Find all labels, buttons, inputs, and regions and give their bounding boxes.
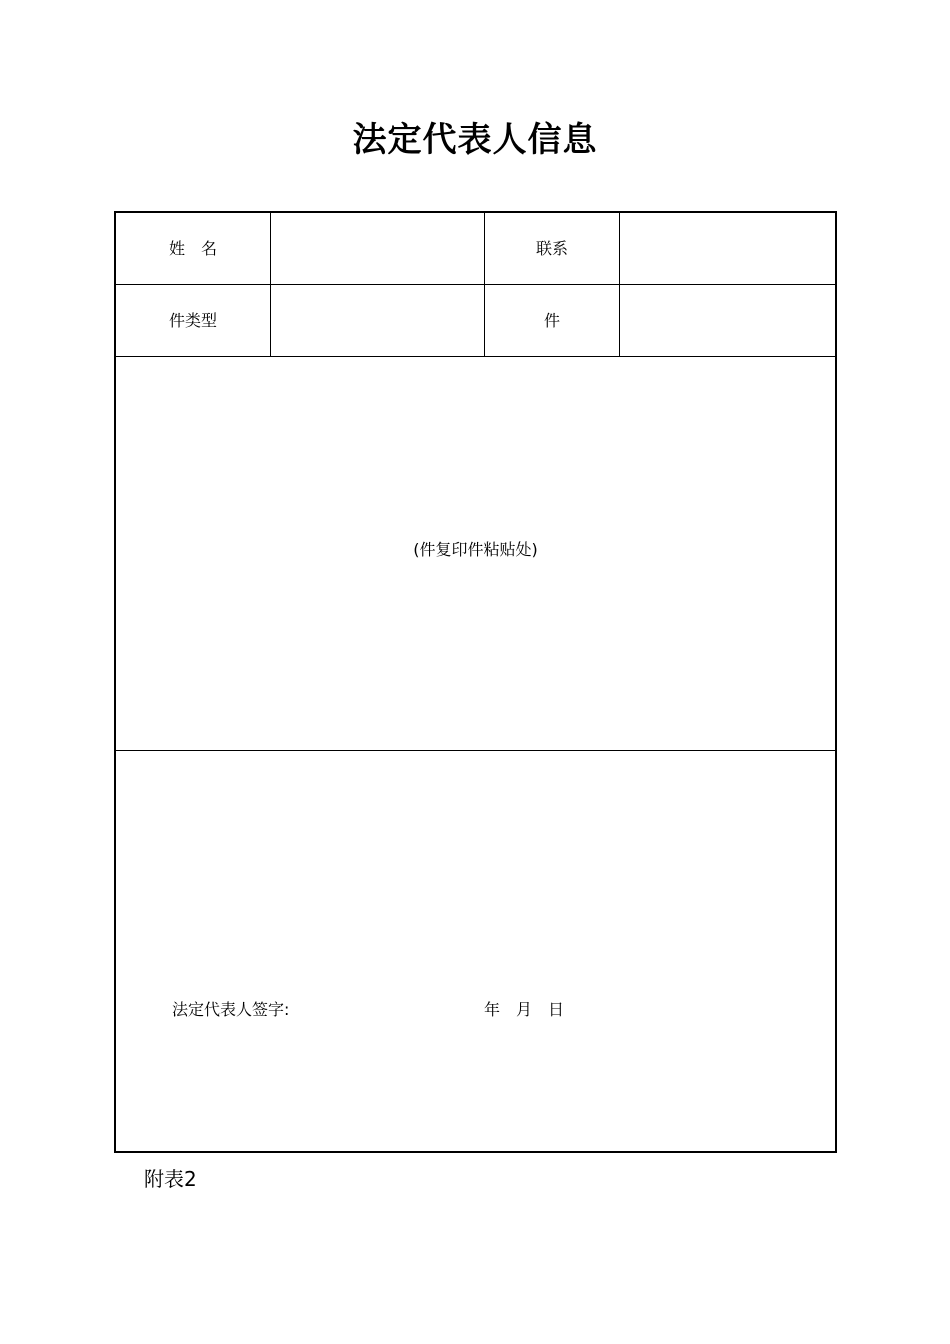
row-divider	[116, 356, 835, 357]
contact-label: 联系	[535, 239, 568, 258]
column-divider	[619, 213, 620, 356]
signature-label: 法定代表人签字:	[172, 1000, 290, 1019]
id-label: 件	[543, 311, 560, 330]
page-title: 法定代表人信息	[352, 120, 598, 160]
id-copy-paste-hint: (件复印件粘贴处)	[413, 540, 538, 559]
column-divider	[270, 213, 271, 356]
name-label: 姓 名	[168, 239, 217, 258]
appendix-label: 附表2	[144, 1167, 197, 1191]
row-divider	[116, 284, 835, 285]
signature-date: 年 月 日	[484, 1000, 565, 1019]
column-divider	[484, 213, 485, 356]
id-type-label: 件类型	[168, 311, 217, 330]
row-divider	[116, 750, 835, 751]
legal-representative-form	[114, 211, 837, 1153]
